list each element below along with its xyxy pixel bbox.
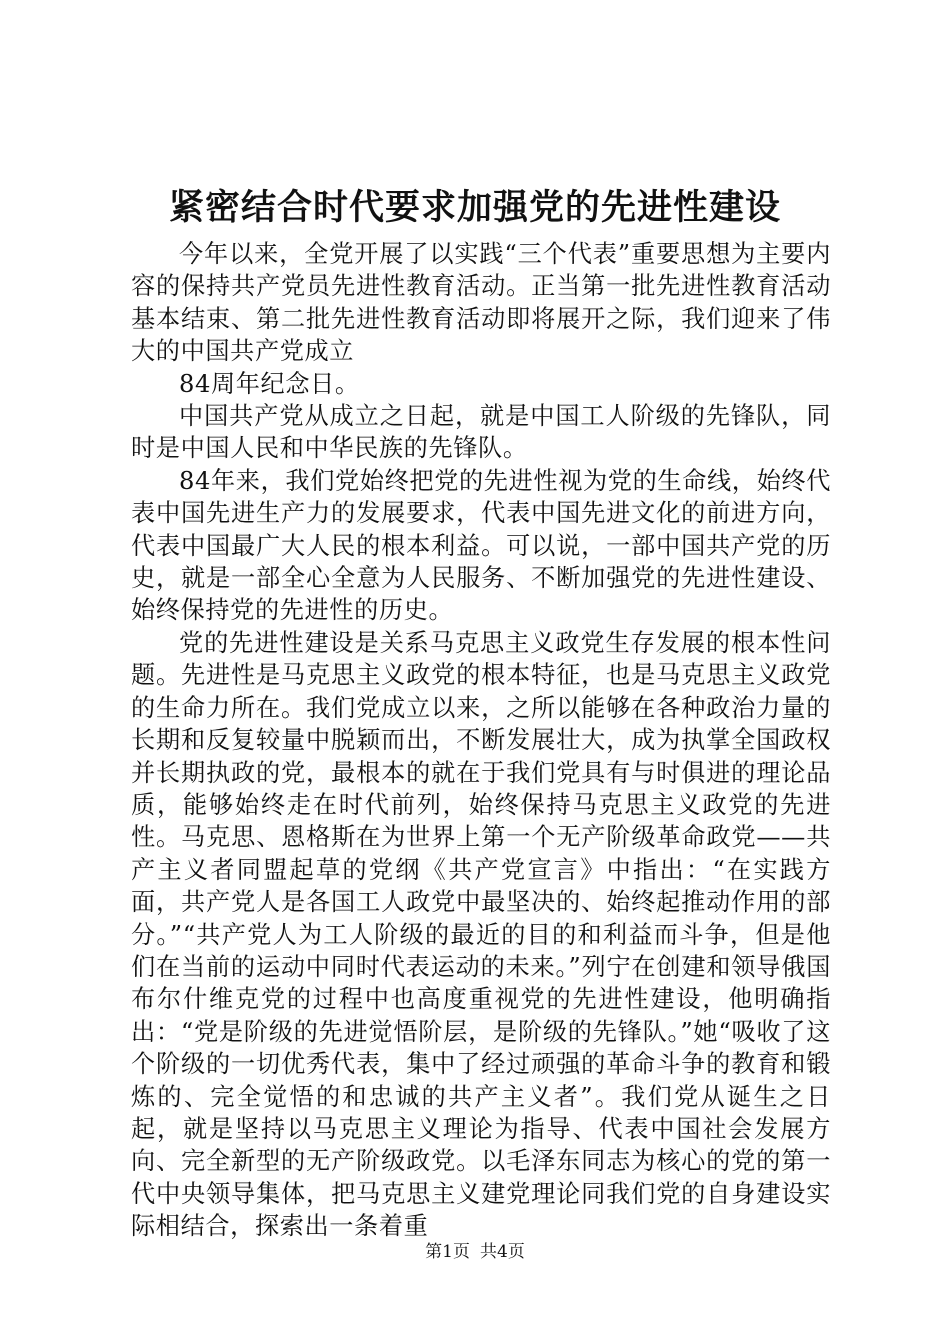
document-body <box>131 238 831 1243</box>
paragraph-2: 84周年纪念日。 <box>179 369 360 398</box>
page-number-current: 第1页 <box>425 1242 470 1262</box>
paragraph-3: 中国共产党从成立之日起，就是中国工人阶级的先锋队，同时是中国人民和中华民族的先锋队。 <box>131 402 831 463</box>
document-title: 紧密结合时代要求加强党的先进性建设 <box>168 187 781 228</box>
paragraph-5: 党的先进性建设是关系马克思主义政党生存发展的根本性问题。先进性是马克思主义政党的根本特征，也是马克思主义政党的生命力所在。我们党成立以来，之所以能够在各种政治力量的长期和反复较量中脱颖而出，不断发展壮大，成为执掌全国政权并长期执政的党，最根本的就在于我们党具有与时俱进的理论品质，能够始终走在时代前列，始终保持马克思主义政党的先进性。马克思、恩格斯在为世界上第一个无产阶级革命政党——共产主义者同盟起草的党纲《共产党宣言》中指出：“在实践方面，共产党人是各国工人政党中最坚决的、始终起推动作用的部分。”“共产党人为工人阶级的最近的目的和利益而斗争，但是他们在当前的运动中同时代表运动的未来。”列宁在创建和领导俄国布尔什维克党的过程中也高度重视党的先进性建设，他明确指出：“党是阶级的先进觉悟阶层，是阶级的先锋队。”她“吸收了这个阶级的一切优秀代表，集中了经过顽强的革命斗争的教育和锻炼的、完全觉悟的和忠诚的共产主义者”。我们党从诞生之日起，就是坚持以马克思主义理论为指导、代表中国社会发展方向、完全新型的无产阶级政党。以毛泽东同志为核心的党的第一代中央领导集体，把马克思主义建党理论同我们党的自身建设实际相结合，探索出一条着重 <box>131 628 831 1241</box>
page-number-total: 共4页 <box>480 1242 525 1262</box>
page-footer <box>0 1240 950 1264</box>
paragraph-1: 今年以来，全党开展了以实践“三个代表”重要思想为主要内容的保持共产党员先进性教育活动。正当第一批先进性教育活动基本结束、第二批先进性教育活动即将展开之际，我们迎来了伟大的中国共产党成立 <box>131 240 831 366</box>
paragraph-4: 84年来，我们党始终把党的先进性视为党的生命线，始终代表中国先进生产力的发展要求，代表中国先进文化的前进方向，代表中国最广大人民的根本利益。可以说，一部中国共产党的历史，就是一部全心全意为人民服务、不断加强党的先进性建设、始终保持党的先进性的历史。 <box>131 466 831 625</box>
